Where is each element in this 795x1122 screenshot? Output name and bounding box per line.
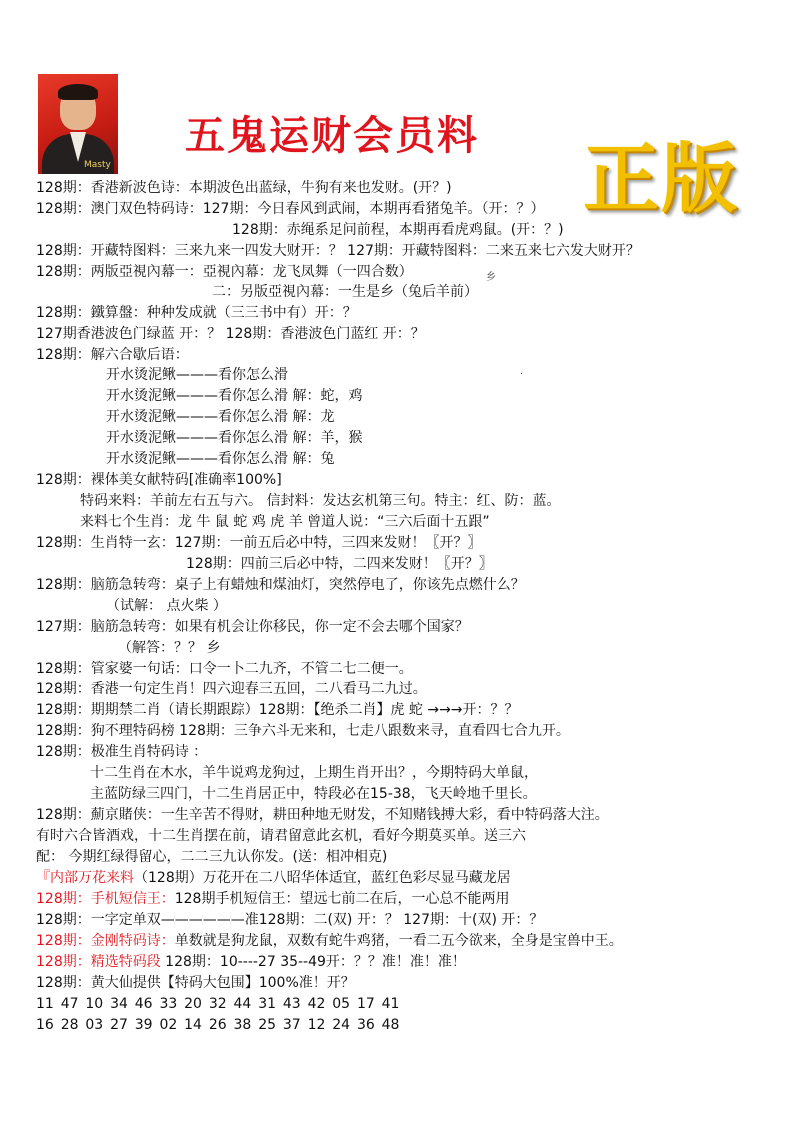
number-cell-r1-10: 31	[258, 996, 277, 1012]
photo-hair	[58, 84, 98, 100]
line-8: 127期香港波色门绿蓝 开：？ 128期：香港波色门蓝红 开：？	[36, 326, 425, 342]
stray-mark-1: 乡	[486, 272, 496, 283]
line-22: 127期：脑筋急转弯：如果有机会让你移民，你一定不会去哪个国家？	[36, 619, 469, 635]
line-38	[36, 953, 466, 971]
number-cell-r2-10: 25	[258, 1017, 277, 1033]
number-cell-r2-9: 38	[233, 1017, 252, 1033]
line-35	[36, 890, 509, 908]
number-cell-r2-1: 16	[36, 1017, 54, 1033]
line-10: 开水烫泥鳅———看你怎么滑	[106, 367, 288, 383]
line-3: 128期：赤绳系足问前程，本期再看虎鸡鼠。(开：？)	[232, 222, 564, 238]
number-cell-r1-4: 34	[110, 996, 128, 1012]
number-cell-r1-7: 20	[184, 996, 202, 1012]
line-2: 128期：澳门双色特码诗：127期：今日春风到武闹，本期再看猪兔羊。（开：？）	[36, 201, 545, 217]
page-title: 五鬼运财会员料	[185, 112, 479, 159]
line-32: 有时六合皆酒戏，十二生肖摆在前，请君留意此玄机，看好今期莫买单。送三六	[36, 828, 526, 844]
line-9: 128期：解六合歇后语：	[36, 347, 189, 363]
line-36: 128期：一字定单双——————准128期：二(双) 开：？ 127期：十(双) 开：？	[36, 912, 544, 928]
line-17: 来料七个生肖：龙 牛 鼠 蛇 鸡 虎 羊 曾道人说：“三六后面十五跟”	[80, 514, 490, 530]
number-cell-r1-14: 17	[356, 996, 375, 1012]
line-20: 128期：脑筋急转弯：桌子上有蜡烛和煤油灯，突然停电了，你该先点燃什么？	[36, 577, 525, 593]
number-cell-r2-6: 02	[159, 1017, 178, 1033]
number-row-2	[36, 1017, 406, 1033]
number-cell-r2-2: 28	[60, 1017, 79, 1033]
jingang-label: 128期：金刚特码诗：	[36, 933, 175, 949]
number-cell-r2-11: 37	[282, 1017, 301, 1033]
number-cell-r2-15: 48	[381, 1017, 400, 1033]
number-cell-r2-5: 39	[134, 1017, 153, 1033]
number-cell-r1-2: 47	[60, 996, 79, 1012]
line-27: 128期：狗不理特码榜 128期：三争六斗无来和，七走八跟数来寻，直看四七合九开。	[36, 723, 570, 739]
genuine-stamp: 正版	[583, 134, 739, 223]
line-18: 128期：生肖特一玄：127期：一前五后必中特，三四来发财！〖开？〗	[36, 535, 482, 551]
line-25: 128期：香港一句定生肖！四六迎春三五回，二八看马二九过。	[36, 681, 427, 697]
stray-mark-2: .	[520, 366, 524, 377]
line-28: 128期：极准生肖特码诗 ：	[36, 744, 208, 760]
number-cell-r1-8: 32	[208, 996, 227, 1012]
number-cell-r1-15: 41	[381, 996, 400, 1012]
number-cell-r1-13: 05	[332, 996, 351, 1012]
number-cell-r1-3: 10	[85, 996, 104, 1012]
line-21: （试解： 点火柴 ）	[106, 598, 227, 614]
line-19: 128期：四前三后必中特，二四来发财！〖开？〗	[186, 556, 493, 572]
line-39: 128期：黄大仙提供【特码大包围】100%准！开？	[36, 975, 355, 991]
number-cell-r2-3: 03	[85, 1017, 104, 1033]
line-30: 主蓝防绿三四门，十二生肖居正中，特段必在15-38，飞天岭地千里长。	[90, 786, 537, 802]
number-cell-r1-11: 43	[282, 996, 301, 1012]
line-11: 开水烫泥鳅———看你怎么滑 解：蛇，鸡	[106, 388, 363, 404]
number-cell-r2-13: 24	[332, 1017, 351, 1033]
wanhua-text: （128期）万花开在二八昭华体适宜，蓝红色彩尽显马藏龙居	[134, 870, 511, 886]
number-cell-r1-1: 11	[36, 996, 54, 1012]
jingxuan-label: 128期：精选特码段	[36, 954, 161, 970]
number-cell-r1-9: 44	[233, 996, 252, 1012]
line-13: 开水烫泥鳅———看你怎么滑 解：羊，猴	[106, 430, 363, 446]
number-cell-r2-4: 27	[110, 1017, 128, 1033]
line-23: （解答：？？ 乡	[118, 640, 221, 656]
line-16: 特码来料：羊前左右五与六。 信封料：发达玄机第三句。特主：红、防：蓝。	[80, 493, 561, 509]
number-cell-r1-6: 33	[159, 996, 178, 1012]
number-cell-r2-7: 14	[184, 1017, 202, 1033]
line-1: 128期：香港新波色诗：本期波色出蓝绿，牛狗有来也发财。(开？)	[36, 180, 452, 196]
number-cell-r1-5: 46	[134, 996, 153, 1012]
line-7: 128期：鐵算盤：种种发成就（三三书中有）开：？	[36, 305, 357, 321]
sms-label: 128期：手机短信王：	[36, 891, 175, 907]
number-cell-r1-12: 42	[307, 996, 326, 1012]
line-15: 128期：裸体美女献特码[准确率100%]	[36, 472, 282, 488]
line-14: 开水烫泥鳅———看你怎么滑 解：兔	[106, 451, 335, 467]
line-6: 二：另版亞視內幕：一生是乡（兔后羊前）	[212, 284, 478, 300]
jingang-text: 单数就是狗龙鼠，双数有蛇牛鸡猪，一看二五今欲来，全身是宝兽中王。	[174, 933, 623, 949]
number-cell-r2-14: 36	[356, 1017, 375, 1033]
number-row-1	[36, 996, 406, 1012]
header-photo	[38, 74, 118, 174]
line-12: 开水烫泥鳅———看你怎么滑 解：龙	[106, 409, 335, 425]
line-5: 128期：两版亞視內幕一：亞視內幕：龙飞凤舞（一四合数）	[36, 264, 413, 280]
line-4: 128期：开藏特图料：三来九来一四发大财开：？ 127期：开藏特图料：二来五来七六发大财开？	[36, 243, 640, 259]
wanhua-label: 『内部万花来料	[36, 870, 134, 886]
number-cell-r2-12: 12	[307, 1017, 326, 1033]
line-33: 配： 今期红绿得留心，二二三九认你发。(送：相冲相克)	[36, 849, 388, 865]
line-29: 十二生肖在木水，羊牛说鸡龙狗过，上期生肖开出？，今期特码大单鼠，	[90, 765, 538, 781]
number-cell-r2-8: 26	[208, 1017, 227, 1033]
line-34	[36, 869, 511, 887]
line-26: 128期：期期禁二肖（请长期跟踪）128期：【绝杀二肖】虎 蛇 →→→开：？？	[36, 702, 519, 718]
line-24: 128期：管家婆一句话：口令一卜二九齐，不管二七二便一。	[36, 661, 413, 677]
sms-text: 128期手机短信王：望远七前二在后，一心总不能两用	[174, 891, 510, 907]
photo-watermark: Masty	[84, 160, 111, 170]
jingxuan-text: 128期：10----27 35--49开：？？准！准！准！	[160, 954, 466, 970]
line-31: 128期：薊京賭侠：一生辛苦不得财，耕田种地无财发，不知赌钱搏大彩，看中特码落大注。	[36, 807, 609, 823]
line-37	[36, 932, 623, 950]
